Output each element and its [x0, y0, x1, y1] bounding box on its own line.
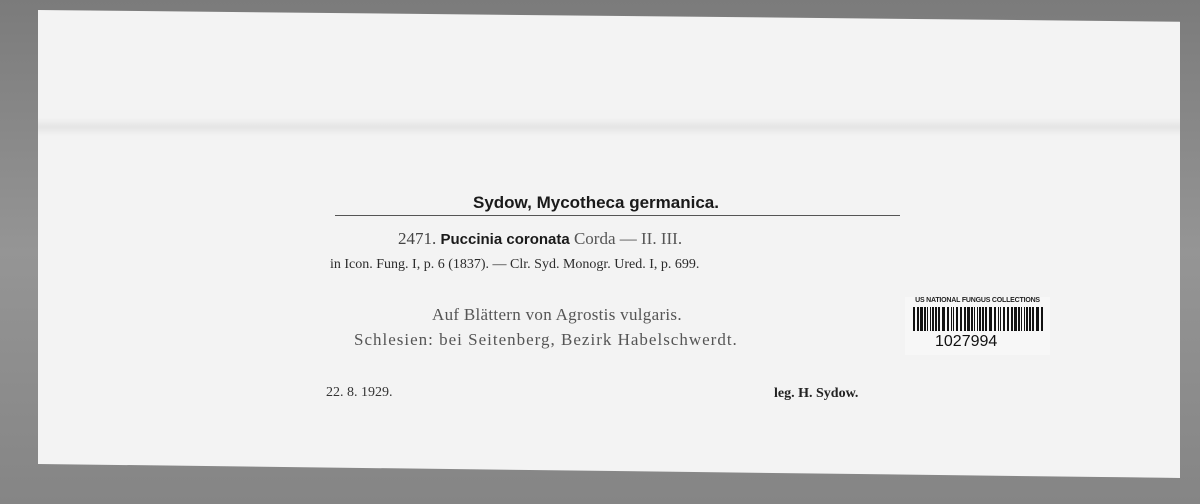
- barcode-bar: [924, 307, 926, 331]
- barcode-bar: [994, 307, 996, 331]
- taxon-line: [398, 230, 682, 247]
- collector-name: leg. H. Sydow.: [774, 386, 859, 401]
- barcode-bar: [947, 307, 949, 331]
- barcode-bar: [920, 307, 923, 331]
- barcode-bar: [967, 307, 970, 331]
- barcode-bar: [927, 307, 928, 331]
- barcode-bar: [964, 307, 966, 331]
- barcode-bar: [974, 307, 975, 331]
- label-header: Sydow, Mycotheca germanica.: [473, 193, 719, 212]
- barcode-bar: [979, 307, 981, 331]
- barcode-sticker: [905, 297, 1050, 355]
- barcode-bar: [1014, 307, 1017, 331]
- barcode-bar: [1007, 307, 1009, 331]
- barcode-bar: [989, 307, 992, 331]
- barcode-bar: [930, 307, 931, 331]
- barcode-bar: [956, 307, 958, 331]
- barcode-bar: [982, 307, 984, 331]
- header-rule: [335, 215, 900, 216]
- barcode-bar: [938, 307, 940, 331]
- citation-line: in Icon. Fung. I, p. 6 (1837). — Clr. Syd. Monogr. Ured. I, p. 699.: [330, 257, 700, 272]
- barcode-bar: [977, 307, 978, 331]
- barcode-bar: [935, 307, 937, 331]
- barcode-bar: [1041, 307, 1043, 331]
- barcode-bar: [917, 307, 919, 331]
- barcode-bar: [1003, 307, 1005, 331]
- barcode-number: 1027994: [935, 333, 998, 350]
- barcode-bars: [913, 307, 1047, 331]
- barcode-bar: [998, 307, 999, 331]
- specimen-number: 2471.: [398, 229, 437, 248]
- barcode-bar: [942, 307, 945, 331]
- barcode-bar: [1026, 307, 1028, 331]
- barcode-bar: [985, 307, 987, 331]
- barcode-bar: [932, 307, 934, 331]
- barcode-bar: [1036, 307, 1039, 331]
- barcode-bar: [960, 307, 962, 331]
- barcode-bar: [1021, 307, 1022, 331]
- collection-date: 22. 8. 1929.: [326, 385, 393, 400]
- barcode-heading: US NATIONAL FUNGUS COLLECTIONS: [915, 297, 1040, 304]
- species-name: Puccinia coronata: [440, 231, 570, 248]
- author-stage: Corda — II. III.: [573, 229, 683, 248]
- barcode-bar: [1024, 307, 1025, 331]
- barcode-bar: [913, 307, 915, 331]
- barcode-bar: [1032, 307, 1034, 331]
- barcode-bar: [971, 307, 973, 331]
- packet-fold-line: [38, 118, 1180, 136]
- barcode-bar: [1018, 307, 1020, 331]
- locality-line: Schlesien: bei Seitenberg, Bezirk Habelschwerdt.: [354, 330, 738, 349]
- barcode-bar: [953, 307, 954, 331]
- host-line: Auf Blättern von Agrostis vulgaris.: [432, 305, 682, 324]
- barcode-bar: [951, 307, 952, 331]
- barcode-bar: [1000, 307, 1001, 331]
- barcode-bar: [1029, 307, 1031, 331]
- barcode-bar: [1011, 307, 1013, 331]
